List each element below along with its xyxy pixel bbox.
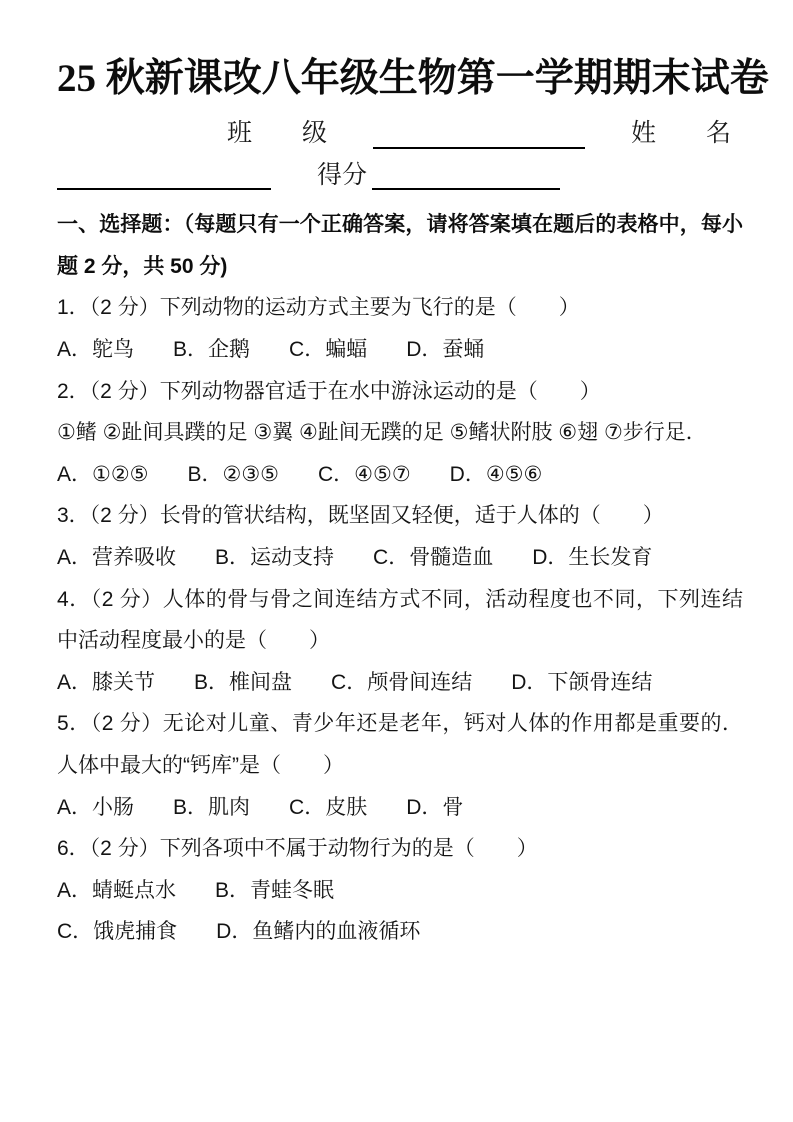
option-c: C．骨髓造血 — [373, 545, 494, 569]
question-4-text: 4．（2 分）人体的骨与骨之间连结方式不同，活动程度也不同，下列连结中活动程度最小的是（ ） — [57, 587, 743, 653]
option-c: C．颅骨间连结 — [331, 670, 473, 694]
question-3-text: 3．（2 分）长骨的管状结构，既坚固又轻便，适于人体的（ ） — [57, 504, 664, 528]
option-c: C．④⑤⑦ — [318, 462, 411, 486]
option-a: A．营养吸收 — [57, 545, 177, 569]
question-5 — [57, 703, 743, 828]
option-a: A．膝关节 — [57, 670, 156, 694]
question-2-options — [57, 454, 743, 496]
option-d: D．生长发育 — [532, 545, 653, 569]
question-2-text: 2．（2 分）下列动物器官适于在水中游泳运动的是（ ） — [57, 379, 601, 403]
option-d: D．④⑤⑥ — [449, 462, 543, 486]
option-c: C．皮肤 — [289, 795, 368, 819]
option-a: A．鸵鸟 — [57, 337, 135, 361]
class-label: 班 级 — [227, 120, 328, 147]
student-info-row-2 — [57, 155, 743, 197]
option-a: A．小肠 — [57, 795, 135, 819]
question-3-options — [57, 537, 743, 579]
question-6-options-row-2 — [57, 911, 743, 953]
option-b: B．②③⑤ — [187, 462, 279, 486]
option-a: A．①②⑤ — [57, 462, 149, 486]
question-5-text: 5．（2 分）无论对儿童、青少年还是老年，钙对人体的作用都是重要的．人体中最大的“钙库”是（ ） — [57, 712, 743, 777]
question-4-options — [57, 662, 743, 704]
option-d: D．骨 — [406, 795, 464, 819]
option-b: B．企鹅 — [173, 337, 251, 361]
question-5-options — [57, 787, 743, 829]
option-d: D．鱼鳍内的血液循环 — [216, 920, 421, 944]
question-4 — [57, 579, 743, 704]
question-2-note: ①鳍 ②趾间具蹼的足 ③翼 ④趾间无蹼的足 ⑤鳍状附肢 ⑥翅 ⑦步行足． — [57, 421, 707, 445]
score-blank-line[interactable] — [372, 188, 560, 190]
score-label: 得分 — [317, 161, 368, 189]
option-b: B．肌肉 — [173, 795, 251, 819]
option-b: B．运动支持 — [215, 545, 335, 569]
question-1-options — [57, 329, 743, 371]
option-a: A．蜻蜓点水 — [57, 878, 177, 902]
option-d: D．蚕蛹 — [406, 337, 485, 361]
question-6-text: 6．（2 分）下列各项中不属于动物行为的是（ ） — [57, 837, 538, 861]
student-info-row-1 — [57, 113, 743, 155]
option-b: B．青蛙冬眠 — [215, 878, 335, 902]
name-label: 姓 名 — [631, 120, 732, 147]
class-blank-line[interactable] — [373, 147, 585, 149]
page-title: 25 秋新课改八年级生物第一学期期末试卷 — [57, 57, 769, 100]
question-6-options-row-1 — [57, 870, 743, 912]
question-1-text: 1．（2 分）下列动物的运动方式主要为飞行的是（ ） — [57, 296, 580, 320]
option-d: D．下颌骨连结 — [511, 670, 653, 694]
question-2 — [57, 371, 743, 496]
section-heading: 一、选择题：（每题只有一个正确答案，请将答案填在题后的表格中，每小题 2 分，共 50 分) — [57, 213, 743, 278]
option-b: B．椎间盘 — [194, 670, 293, 694]
question-3 — [57, 495, 743, 578]
question-1 — [57, 287, 743, 370]
option-c: C．蝙蝠 — [289, 337, 368, 361]
name-blank-line[interactable] — [57, 188, 271, 190]
option-c: C．饿虎捕食 — [57, 920, 178, 944]
question-6 — [57, 828, 743, 953]
